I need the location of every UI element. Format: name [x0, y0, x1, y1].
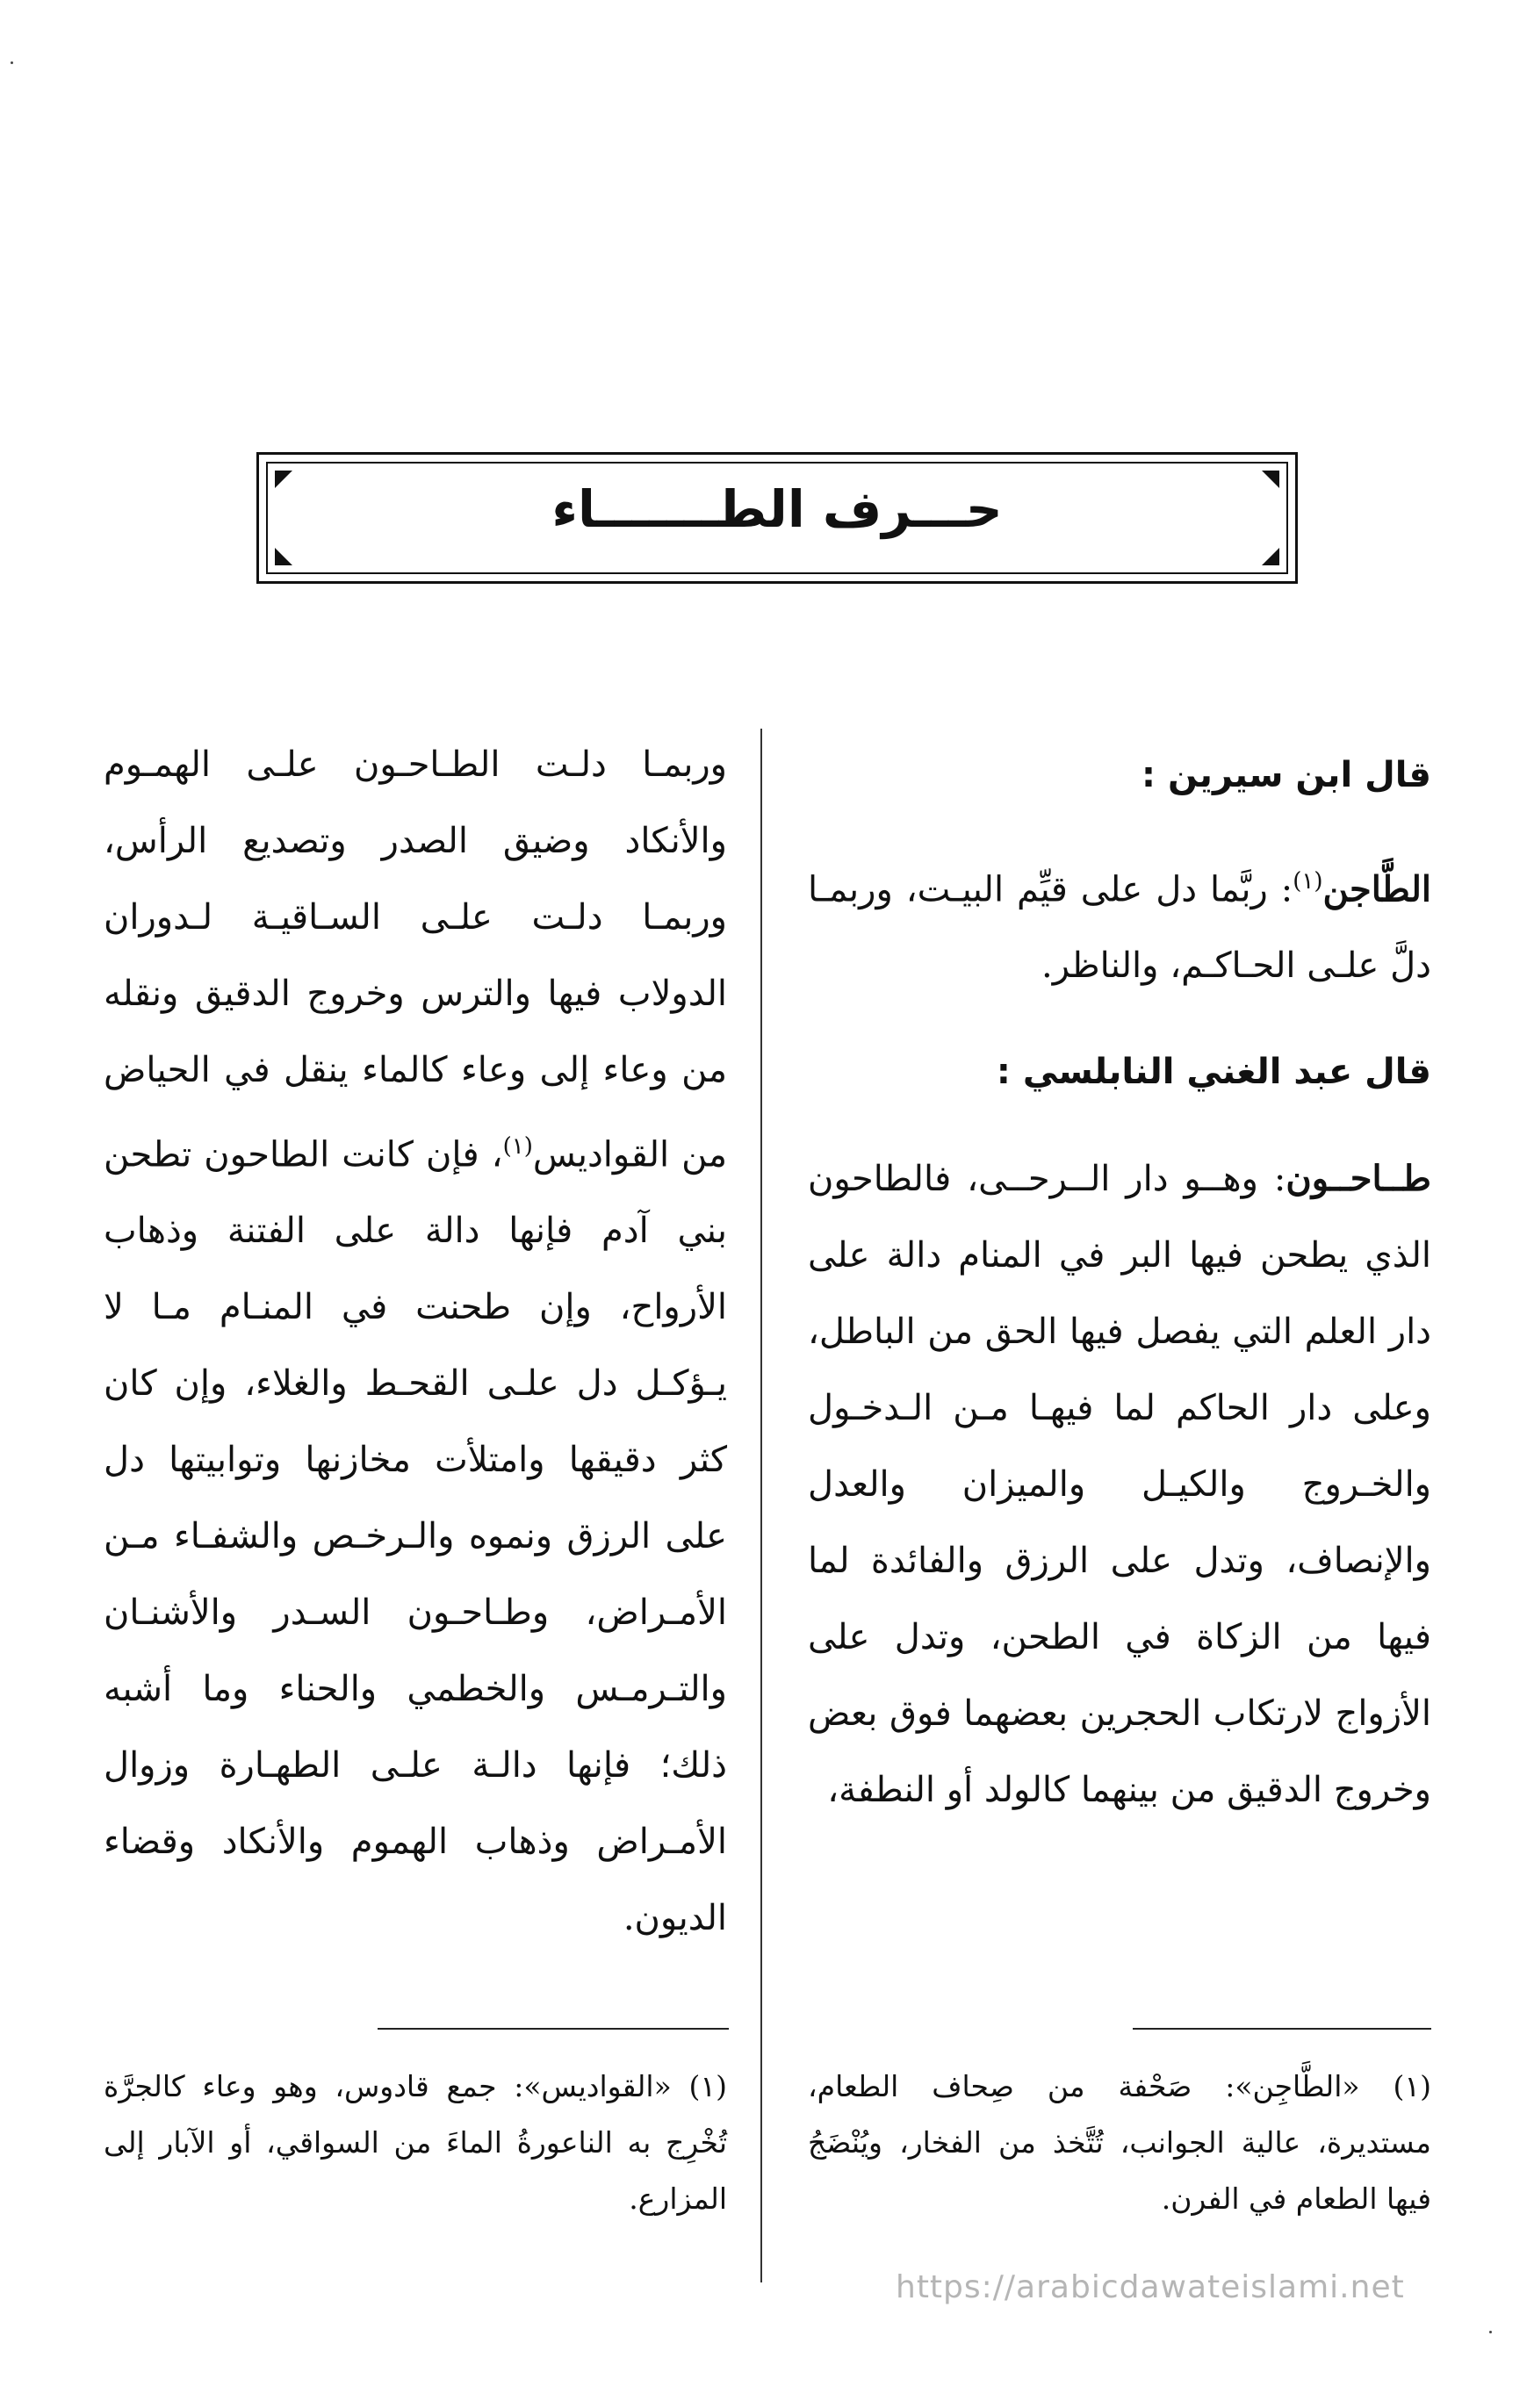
footnote-ref: (١)	[1293, 868, 1323, 895]
footnote-text: (١) «الطَّاجِن»: صَحْفة من صِحاف الطعام، مستديرة، عالية الجوانب، تُتَّخذ من الفخار، ويُنْضَجُ فيها الطعام في الفرن.	[808, 2069, 1431, 2216]
entry-text: ، فإن كانت الطاحون تطحن بني آدم فإنها دالة على الفتنة وذهاب الأرواح، وإن طحنت في المنـام مـا لا يـؤكـل دل علـى القحـط والغلاء، وإن كان كثر دقيقها وامتلأت مخازنها وتوابيتها دل على الرزق ونموه والـرخـص والشفـاء مـن الأمـراض، وطـاحـون السـدر والأشنـان والتـرمـس والخطمي والحناء وما أشبه ذلك؛ فإنها دالـة علـى الطهـارة وزوال الأمـراض وذهاب الهموم والأنكاد وقضاء الديون.	[104, 1134, 727, 1939]
chapter-title-frame	[256, 452, 1298, 584]
entry-tajin	[808, 844, 1431, 1004]
scan-speck	[11, 61, 13, 64]
footnote-ref: (١)	[502, 1133, 533, 1160]
entry-tahun	[808, 1140, 1431, 1829]
entry-text: : وهــو دار الــرحــى، فالطاحون الذي يطحن فيها البر في المنام دالة على دار العلم التي يفصل فيها الحق من الباطل، وعلى دار الحاكم لما فيهـا مـن الـدخـول والخـروج والكيـل والميزان والعدل والإنصاف، وتدل على الرزق والفائدة لما فيها من الزكاة في الطحن، وتدل على الأزواج لارتكاب الحجرين بعضهما فوق بعض وخروج الدقيق من بينهما كالولد أو النطفة،	[808, 1159, 1431, 1811]
entry-continuation	[104, 727, 727, 1957]
heading-ibn-sirin: قال ابن سيرين :	[1141, 755, 1431, 795]
left-column	[104, 727, 727, 1957]
entry-text: وربمـا دلـت الطـاحـون علـى الهمـوم والأنكاد وضيق الصدر وتصديع الرأس، وربمـا دلـت علـى السـاقيـة لـدوران الدولاب فيها والترس وخروج الدقيق ونقله من وعاء إلى وعاء كالماء ينقل في الحياض من القواديس	[104, 744, 728, 1175]
chapter-title: حـــرف الطـــــــاء	[551, 479, 1003, 539]
footnote-text: (١) «القواديس»: جمع قادوس، وهو وعاء كالجرَّة تُخْرِج به الناعورةُ الماءَ من السواقي، أو الآبار إلى المزارع.	[104, 2069, 727, 2216]
watermark-url: https://arabicdawateislami.net	[896, 2269, 1405, 2305]
footnote-divider	[378, 2028, 729, 2030]
footnote-right	[808, 2059, 1431, 2227]
entry-term: طــاحــون	[1286, 1158, 1431, 1200]
footnote-divider	[1133, 2028, 1431, 2030]
right-column	[808, 737, 1431, 1829]
heading-nabulsi: قال عبد الغني النابلسي :	[996, 1052, 1431, 1093]
column-divider	[760, 729, 762, 2282]
entry-text: : ربَّما دل على قيِّم البيـت، وربمـا دلَّ علـى الحـاكـم، والناظر.	[808, 869, 1431, 987]
scan-speck	[1489, 2331, 1492, 2333]
entry-term: الطَّاجن	[1322, 868, 1431, 910]
footnote-left	[104, 2059, 727, 2227]
